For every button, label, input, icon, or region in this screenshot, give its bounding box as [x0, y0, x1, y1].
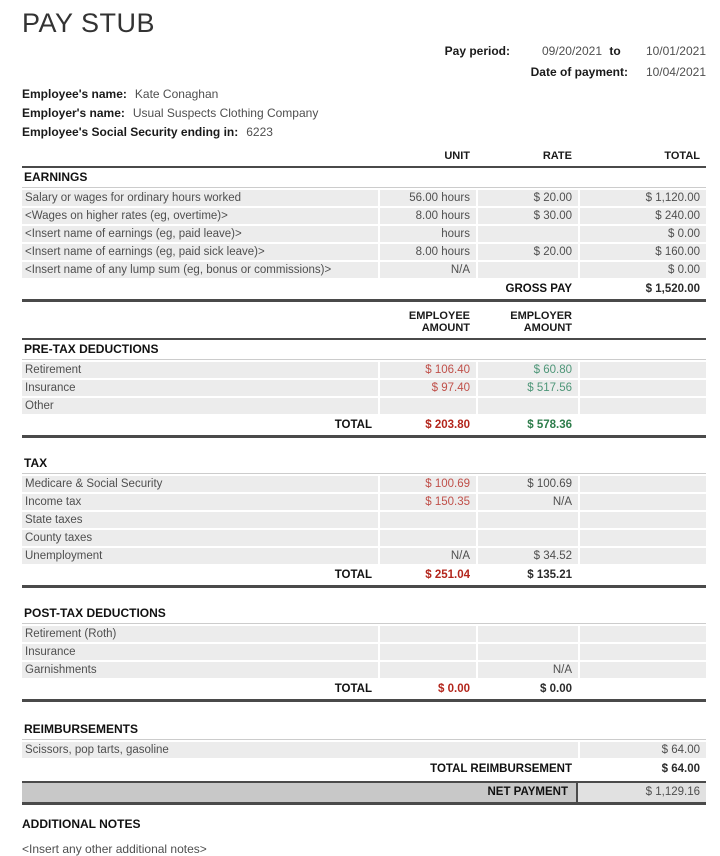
employee-amount-cell	[380, 644, 476, 660]
employee-amount-cell: $ 100.69	[380, 476, 476, 492]
pay-period-start: 09/20/2021	[541, 44, 602, 58]
employee-info	[22, 85, 706, 142]
tax-total-label: TOTAL	[334, 569, 372, 581]
additional-notes-body: <Insert any other additional notes>	[22, 842, 207, 856]
deduction-label-cell: Other	[22, 398, 378, 414]
spacer-cell	[580, 568, 706, 583]
total-cell: $ 240.00	[580, 208, 706, 224]
employee-name-row	[22, 85, 706, 104]
description-cell: Salary or wages for ordinary hours worked	[22, 190, 378, 206]
employer-amount-cell: N/A	[478, 662, 578, 678]
posttax-total-employee: $ 0.00	[438, 683, 470, 695]
table-row	[22, 380, 706, 396]
earnings-section	[22, 150, 706, 302]
unit-cell: 8.00 hours	[380, 208, 476, 224]
deduction-label-cell: Insurance	[22, 644, 378, 660]
employee-amount-cell	[380, 398, 476, 414]
empty-cell	[580, 644, 706, 660]
deduction-label-cell: Insurance	[22, 380, 378, 396]
tax-label-cell: Medicare & Social Security	[22, 476, 378, 492]
gross-pay-label: GROSS PAY	[505, 283, 572, 295]
pretax-total-row	[22, 416, 706, 435]
deduction-label-cell: Retirement	[22, 362, 378, 378]
posttax-section-title: POST-TAX DEDUCTIONS	[22, 604, 706, 624]
employee-amount-cell: $ 150.35	[380, 494, 476, 510]
empty-cell	[580, 362, 706, 378]
employer-name-label: Employer's name:	[22, 106, 125, 120]
pretax-section-title: PRE-TAX DEDUCTIONS	[22, 340, 706, 360]
column-header-total: TOTAL	[664, 150, 700, 162]
posttax-total-employer: $ 0.00	[540, 683, 572, 695]
tax-label-cell: Unemployment	[22, 548, 378, 564]
ssn-label: Employee's Social Security ending in:	[22, 125, 239, 139]
deductions-column-headers	[22, 310, 706, 340]
unit-cell: hours	[380, 226, 476, 242]
empty-cell	[580, 512, 706, 528]
page-title: PAY STUB	[22, 8, 156, 38]
table-row	[22, 244, 706, 260]
rate-cell	[478, 226, 578, 242]
employer-name-value: Usual Suspects Clothing Company	[132, 106, 319, 120]
reimbursement-total-row	[22, 760, 706, 779]
column-header-unit: UNIT	[444, 150, 470, 162]
reimbursement-description-cell: Scissors, pop tarts, gasoline	[22, 742, 578, 758]
tax-label-cell: State taxes	[22, 512, 378, 528]
table-row	[22, 208, 706, 224]
employer-amount-cell	[478, 644, 578, 660]
table-row	[22, 226, 706, 242]
spacer-cell	[380, 282, 476, 297]
gross-pay-row	[22, 280, 706, 299]
empty-cell	[580, 398, 706, 414]
tax-total-employee: $ 251.04	[425, 569, 470, 581]
spacer-cell	[22, 150, 378, 163]
ssn-row	[22, 123, 706, 142]
pay-period-label: Pay period:	[444, 44, 510, 58]
employee-name-label: Employee's name:	[22, 87, 127, 101]
tax-total-employer: $ 135.21	[527, 569, 572, 581]
empty-cell	[580, 380, 706, 396]
column-header-employer-amount: EMPLOYER AMOUNT	[510, 310, 572, 334]
employer-amount-cell	[478, 530, 578, 546]
employer-amount-cell: $ 100.69	[478, 476, 578, 492]
table-row	[22, 494, 706, 510]
employer-name-row	[22, 104, 706, 123]
posttax-deductions-section	[22, 604, 706, 702]
rate-cell	[478, 262, 578, 278]
net-payment-label: NET PAYMENT	[22, 783, 578, 802]
total-cell: $ 1,120.00	[580, 190, 706, 206]
deduction-label-cell: Retirement (Roth)	[22, 626, 378, 642]
pretax-total-employer: $ 578.36	[527, 419, 572, 431]
tax-label-cell: Income tax	[22, 494, 378, 510]
unit-cell: 56.00 hours	[380, 190, 476, 206]
employee-amount-cell: N/A	[380, 548, 476, 564]
additional-notes-title: ADDITIONAL NOTES	[22, 817, 141, 831]
employer-amount-cell: N/A	[478, 494, 578, 510]
table-row	[22, 742, 706, 758]
reimbursement-total-label: TOTAL REIMBURSEMENT	[430, 763, 572, 775]
empty-cell	[580, 476, 706, 492]
description-cell: <Insert name of any lump sum (eg, bonus or commissions)>	[22, 262, 378, 278]
table-row	[22, 362, 706, 378]
net-payment-row	[22, 781, 706, 805]
table-row	[22, 190, 706, 206]
reimbursement-total-value: $ 64.00	[661, 763, 700, 775]
empty-cell	[580, 548, 706, 564]
reimbursements-section-title: REIMBURSEMENTS	[22, 720, 706, 740]
tax-label-cell: County taxes	[22, 530, 378, 546]
table-row	[22, 644, 706, 660]
date-of-payment-label: Date of payment:	[530, 65, 628, 79]
posttax-total-row	[22, 680, 706, 699]
table-row	[22, 512, 706, 528]
spacer-cell	[580, 682, 706, 697]
table-row	[22, 262, 706, 278]
employer-amount-cell	[478, 512, 578, 528]
column-header-rate: RATE	[542, 150, 572, 162]
gross-pay-value: $ 1,520.00	[645, 283, 700, 295]
column-header-employee-amount: EMPLOYEE AMOUNT	[408, 310, 470, 334]
pay-dates	[445, 44, 706, 79]
table-row	[22, 398, 706, 414]
rate-cell: $ 20.00	[478, 244, 578, 260]
description-cell: <Wages on higher rates (eg, overtime)>	[22, 208, 378, 224]
posttax-total-label: TOTAL	[334, 683, 372, 695]
empty-cell	[580, 662, 706, 678]
table-row	[22, 476, 706, 492]
pay-period-to-label: to	[609, 44, 621, 58]
employee-name-value: Kate Conaghan	[134, 87, 219, 101]
employer-amount-cell	[478, 398, 578, 414]
empty-cell	[580, 530, 706, 546]
table-row	[22, 626, 706, 642]
employee-amount-cell	[380, 530, 476, 546]
deduction-label-cell: Garnishments	[22, 662, 378, 678]
table-row	[22, 662, 706, 678]
total-cell: $ 0.00	[580, 226, 706, 242]
employee-amount-cell	[380, 626, 476, 642]
table-row	[22, 548, 706, 564]
pretax-total-employee: $ 203.80	[425, 419, 470, 431]
total-cell: $ 0.00	[580, 262, 706, 278]
description-cell: <Insert name of earnings (eg, paid sick leave)>	[22, 244, 378, 260]
tax-section-title: TAX	[22, 454, 706, 474]
rate-cell: $ 30.00	[478, 208, 578, 224]
pay-period-end: 10/01/2021	[645, 44, 706, 58]
employer-amount-cell	[478, 626, 578, 642]
employer-amount-cell: $ 34.52	[478, 548, 578, 564]
date-of-payment: 10/04/2021	[645, 65, 706, 79]
tax-total-row	[22, 566, 706, 585]
pretax-deductions-section	[22, 310, 706, 438]
total-cell: $ 160.00	[580, 244, 706, 260]
employee-amount-cell: $ 97.40	[380, 380, 476, 396]
empty-cell	[580, 626, 706, 642]
reimbursements-section	[22, 720, 706, 805]
employee-amount-cell	[380, 512, 476, 528]
empty-cell	[580, 494, 706, 510]
employee-amount-cell: $ 106.40	[380, 362, 476, 378]
earnings-column-headers	[22, 150, 706, 168]
unit-cell: N/A	[380, 262, 476, 278]
employee-amount-cell	[380, 662, 476, 678]
unit-cell: 8.00 hours	[380, 244, 476, 260]
spacer-cell	[580, 418, 706, 433]
employer-amount-cell: $ 60.80	[478, 362, 578, 378]
total-cell: $ 64.00	[580, 742, 706, 758]
spacer-cell	[22, 282, 378, 297]
rate-cell: $ 20.00	[478, 190, 578, 206]
net-payment-value: $ 1,129.16	[578, 783, 706, 802]
table-row	[22, 530, 706, 546]
employer-amount-cell: $ 517.56	[478, 380, 578, 396]
earnings-section-title: EARNINGS	[22, 168, 706, 188]
description-cell: <Insert name of earnings (eg, paid leave)>	[22, 226, 378, 242]
pretax-total-label: TOTAL	[334, 419, 372, 431]
tax-section	[22, 454, 706, 588]
ssn-value: 6223	[246, 125, 273, 139]
